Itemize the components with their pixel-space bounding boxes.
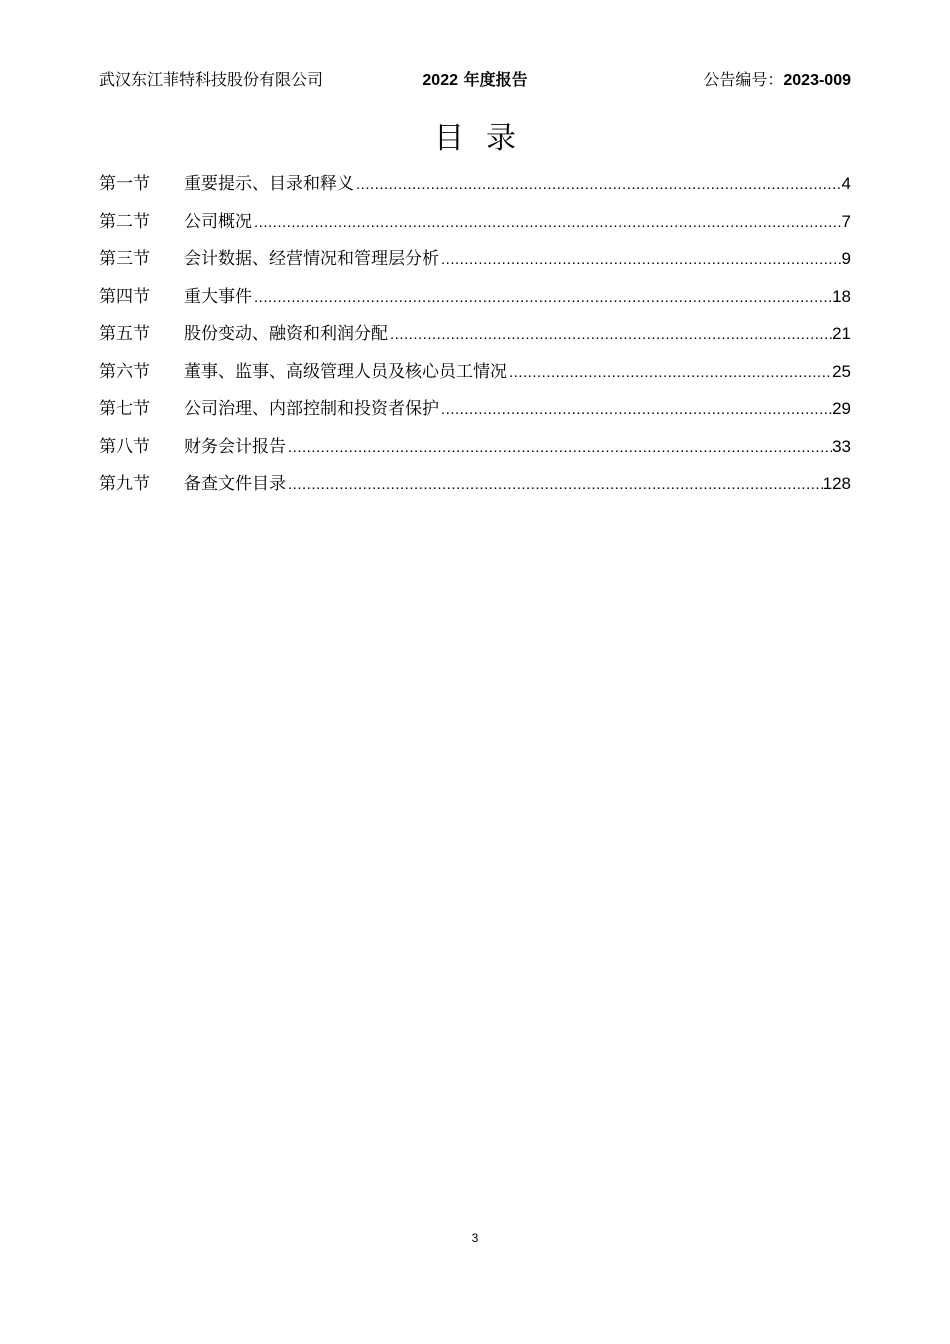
toc-section-title: 重大事件: [184, 286, 252, 307]
toc-section-number: 第八节: [99, 436, 150, 457]
table-of-contents: [99, 170, 851, 508]
toc-entry[interactable]: [99, 208, 851, 246]
toc-entry[interactable]: [99, 470, 851, 508]
toc-page-number: 29: [832, 399, 851, 418]
toc-section-title: 备查文件目录: [184, 474, 286, 494]
toc-page-number: 4: [841, 174, 851, 193]
toc-leader-dots: [252, 209, 842, 237]
toc-leader-dots: [252, 284, 832, 312]
toc-leader-dots: [439, 396, 832, 424]
header-notice-value: 2023-009: [783, 72, 851, 89]
toc-page-number: 9: [841, 249, 851, 268]
header-report-year: 2022: [422, 72, 458, 89]
header-report-title-text: 年度报告: [458, 70, 528, 89]
footer-page-number: 3: [471, 1231, 479, 1245]
toc-leader-dots: [507, 359, 832, 387]
toc-page-number: 33: [832, 436, 851, 456]
toc-section-number: 第一节: [99, 174, 150, 194]
toc-page-number: 25: [832, 361, 851, 381]
toc-page-number: 18: [832, 286, 851, 306]
toc-section-title: 股份变动、融资和利润分配: [184, 324, 388, 344]
toc-section-title: 财务会计报告: [184, 436, 286, 457]
toc-entry[interactable]: [99, 358, 851, 396]
header-notice-label: 公告编号：: [703, 70, 784, 89]
toc-section-number: 第六节: [99, 361, 150, 382]
toc-section-title: 公司概况: [184, 211, 252, 232]
toc-entry[interactable]: [99, 283, 851, 321]
toc-leader-dots: [286, 471, 823, 499]
toc-leader-dots: [388, 321, 832, 349]
toc-section-number: 第二节: [99, 211, 150, 232]
toc-section-number: 第九节: [99, 474, 150, 494]
toc-page-number: 21: [832, 324, 851, 343]
header-notice-number: [703, 68, 851, 93]
toc-section-title: 公司治理、内部控制和投资者保护: [184, 399, 439, 419]
toc-leader-dots: [354, 171, 842, 199]
toc-section-title: 重要提示、目录和释义: [184, 174, 354, 194]
toc-section-number: 第七节: [99, 399, 150, 419]
toc-section-number: 第五节: [99, 324, 150, 344]
toc-leader-dots: [286, 434, 832, 462]
toc-page-number: 7: [841, 211, 851, 231]
toc-page-number: 128: [822, 474, 851, 493]
toc-entry[interactable]: [99, 245, 851, 283]
toc-section-title: 董事、监事、高级管理人员及核心员工情况: [184, 361, 507, 382]
header-company-name: 武汉东江菲特科技股份有限公司: [99, 70, 324, 89]
toc-section-title: 会计数据、经营情况和管理层分析: [184, 249, 439, 269]
page-title: 目录: [434, 121, 538, 156]
toc-section-number: 第三节: [99, 249, 150, 269]
toc-entry[interactable]: [99, 395, 851, 433]
toc-entry[interactable]: [99, 320, 851, 358]
toc-section-number: 第四节: [99, 286, 150, 307]
toc-leader-dots: [439, 246, 842, 274]
page-header: [99, 68, 851, 92]
page-footer: [0, 1230, 950, 1246]
toc-entry[interactable]: [99, 433, 851, 471]
toc-entry[interactable]: [99, 170, 851, 208]
